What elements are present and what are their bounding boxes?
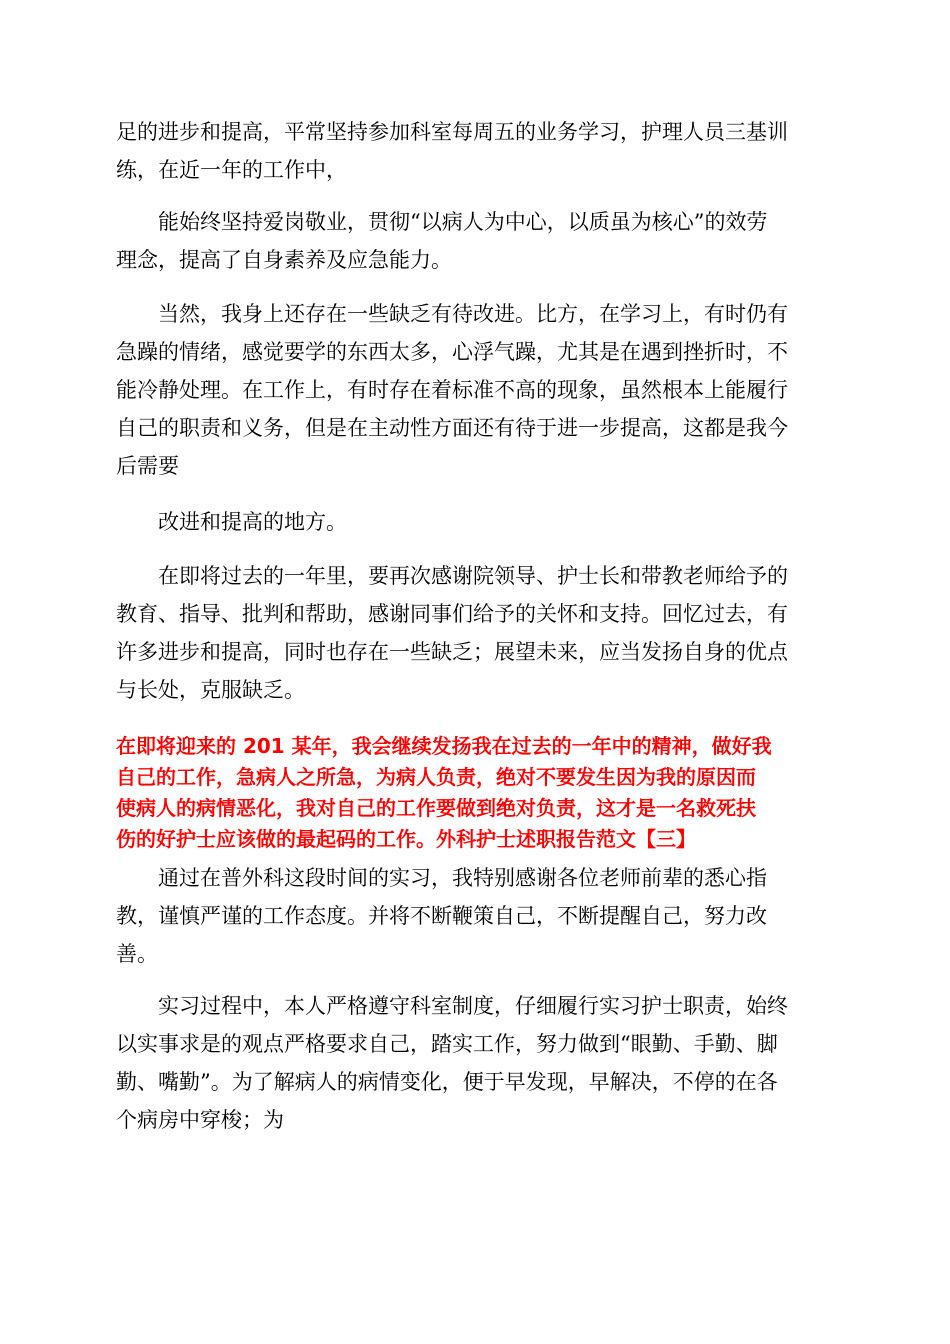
text-line: 教，谨慎严谨的工作态度。并将不断鞭策自己，不断提醒自己，努力改 bbox=[116, 904, 767, 928]
text-line: 通过在普外科这段时间的实习，我特别感谢各位老师前辈的悉心指 bbox=[158, 866, 767, 890]
paragraph-1 bbox=[116, 113, 838, 189]
text-line: 自己的职责和义务，但是在主动性方面还有待于进一步提高，这都是我今 bbox=[116, 416, 788, 440]
text-line: 后需要 bbox=[116, 454, 179, 478]
highlighted-paragraph bbox=[116, 731, 838, 855]
text-line: 在即将迎来的 201 某年，我会继续发扬我在过去的一年中的精神，做好我 bbox=[116, 734, 772, 758]
text-line: 教育、指导、批判和帮助，感谢同事们给予的关怀和支持。回忆过去，有 bbox=[116, 602, 788, 626]
text-line: 以实事求是的观点严格要求自己，踏实工作，努力做到“眼勤、手勤、脚 bbox=[116, 1032, 778, 1056]
paragraph-5 bbox=[116, 557, 838, 709]
text-line: 善。 bbox=[116, 942, 158, 966]
text-line: 伤的好护士应该做的最起码的工作。外科护士述职报告范文【三】 bbox=[116, 827, 696, 851]
text-line: 急躁的情绪，感觉要学的东西太多，心浮气躁，尤其是在遇到挫折时，不 bbox=[116, 340, 788, 364]
text-line: 在即将过去的一年里，要再次感谢院领导、护士长和带教老师给予的 bbox=[158, 564, 788, 588]
paragraph-3 bbox=[116, 295, 838, 485]
text-line: 许多进步和提高，同时也存在一些缺乏；展望未来，应当发扬自身的优点 bbox=[116, 640, 788, 664]
text-line: 能冷静处理。在工作上，有时存在着标准不高的现象，虽然根本上能履行 bbox=[116, 378, 788, 402]
text-line: 与长处，克服缺乏。 bbox=[116, 678, 305, 702]
text-line: 实习过程中，本人严格遵守科室制度，仔细履行实习护士职责，始终 bbox=[158, 994, 788, 1018]
paragraph-4 bbox=[116, 503, 838, 541]
text-line: 能始终坚持爱岗敬业，贯彻“以病人为中心，以质虽为核心”的效劳 bbox=[158, 210, 768, 234]
text-line: 练，在近一年的工作中， bbox=[116, 158, 347, 182]
paragraph-7 bbox=[116, 859, 838, 973]
text-line: 勤、嘴勤”。为了解病人的病情变化，便于早发现，早解决，不停的在各 bbox=[116, 1070, 778, 1094]
text-line: 自己的工作，急病人之所急，为病人负责，绝对不要发生因为我的原因而 bbox=[116, 765, 756, 789]
text-line: 改进和提高的地方。 bbox=[158, 510, 347, 534]
text-line: 个病房中穿梭；为 bbox=[116, 1108, 284, 1132]
text-line: 理念，提高了自身素养及应急能力。 bbox=[116, 248, 452, 272]
text-line: 使病人的病情恶化，我对自己的工作要做到绝对负责，这才是一名救死扶 bbox=[116, 796, 756, 820]
text-line: 足的进步和提高，平常坚持参加科室每周五的业务学习，护理人员三基训 bbox=[116, 120, 788, 144]
text-line: 当然，我身上还存在一些缺乏有待改进。比方，在学习上，有时仍有 bbox=[158, 302, 788, 326]
paragraph-2 bbox=[116, 203, 838, 279]
paragraph-8 bbox=[116, 987, 838, 1139]
